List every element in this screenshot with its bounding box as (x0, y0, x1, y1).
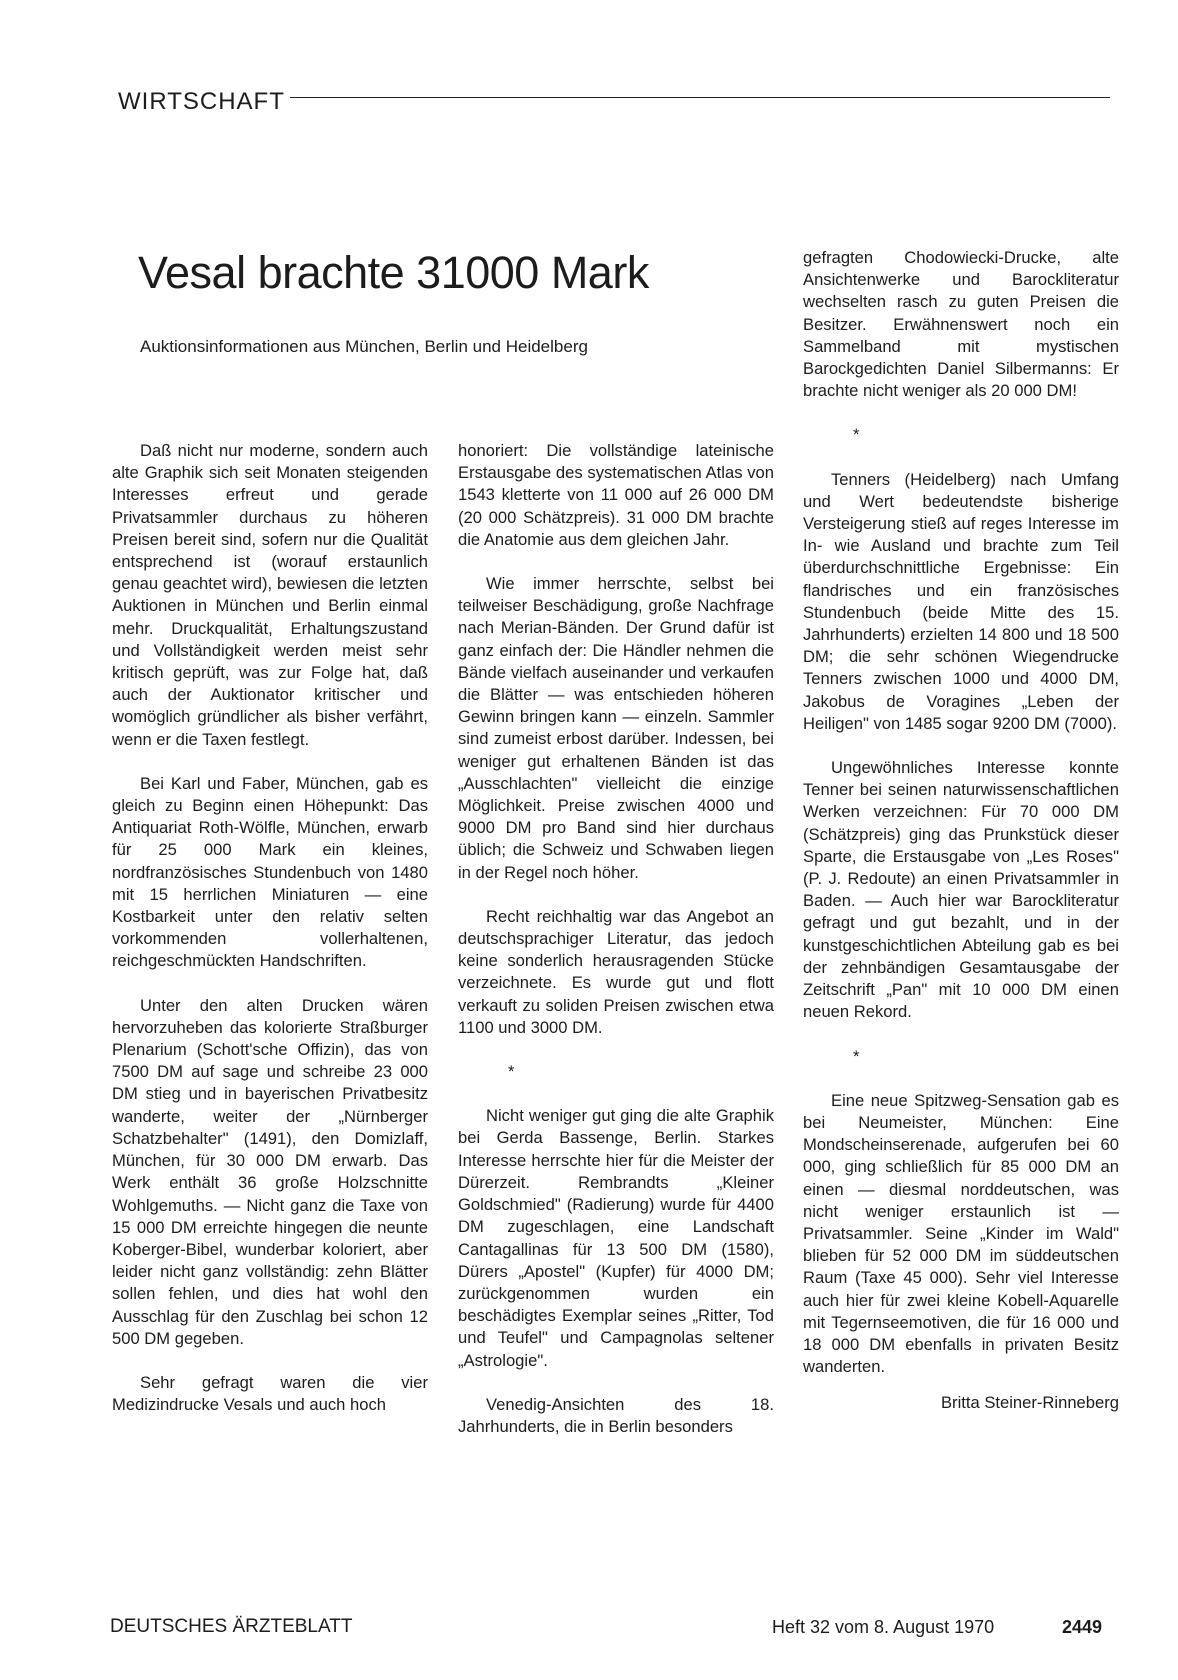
column-3 (803, 247, 1119, 1415)
column-2 (458, 440, 774, 1438)
paragraph: Bei Karl und Faber, München, gab es gleich zu Beginn einen Höhepunkt: Das Antiquariat Roth-Wölfle, München, erwarb für 25 000 Mark ein kleines, nordfranzösisches Stundenbuch von 1480 mit 15 herrlichen Miniaturen — eine Kostbarkeit unter den relativ selten vorkommenden vollerhaltenen, reichgeschmückten Handschriften. (112, 773, 428, 971)
paragraph: Wie immer herrschte, selbst bei teilweiser Beschädigung, große Nachfrage nach Merian-Bänden. Der Grund dafür ist ganz einfach der: Die Händler nehmen die Bände vielfach auseinander und verkaufen die Blätter — was entschieden höheren Gewinn bringen kann — einzeln. Sammler sind zumeist erbost darüber. Indessen, bei weniger gut erhaltenen Bänden ist das „Ausschlachten" vielleicht die einzige Möglichkeit. Preise zwischen 4000 und 9000 DM pro Band sind hier durchaus üblich; die Schweiz und Schwaben liegen in der Regel noch höher. (458, 574, 774, 882)
paragraph: Unter den alten Drucken wären hervorzuheben das kolorierte Straßburger Plenarium (Schott'sche Offizin), das von 7500 DM auf sage und schreibe 23 000 DM stieg und in bayerischen Privatbesitz wanderte, weiter der „Nürnberger Schatzbehalter" (1491), den Domizlaff, München, für 30 000 DM erwarb. Das Werk enthält 36 große Holzschnitte Wohlgemuths. — Nicht ganz die Taxe von 15 000 DM erreichte hingegen die neunte Koberger-Bibel, wunderbar koloriert, aber leider nicht ganz vollständig: zehn Blätter sollen fehlen, und dies hat wohl den Ausschlag für den Zuschlag bei schon 12 500 DM gegeben. (112, 995, 428, 1348)
section-separator: * (853, 425, 860, 445)
paragraph: Eine neue Spitzweg-Sensation gab es bei Neumeister, München: Eine Mondscheinserenade, aufgerufen bei 60 000, ging schließlich für 85 000 DM an einen — diesmal norddeutschen, was nicht weniger erstaunlich ist — Privatsammler. Seine „Kinder im Wald" blieben für 52 000 DM im süddeutschen Raum (Taxe 45 000). Sehr viel Interesse auch hier für zwei kleine Kobell-Aquarelle mit Tegernseemotiven, die für 16 000 und 18 000 DM ebenfalls in privaten Besitz wanderten. (803, 1090, 1119, 1377)
page-number: 2449 (1062, 1617, 1103, 1637)
paragraph: Daß nicht nur moderne, sondern auch alte Graphik sich seit Monaten steigenden Interesses erfreut und gerade Privatsammler durchaus zu höheren Preisen bereit sind, sofern nur die Qualität entsprechend ist (worauf erstaunlich genau geachtet wird), bewiesen die letzten Auktionen in München und Berlin einmal mehr. Druckqualität, Erhaltungszustand und Vollständigkeit werden meist sehr kritisch geprüft, was zur Folge hat, daß auch der Auktionator kritischer und womöglich gründlicher als bisher verfährt, wenn er die Taxen festlegt. (112, 441, 428, 749)
paragraph: Ungewöhnliches Interesse konnte Tenner bei seinen naturwissenschaftlichen Werken verzeichnen: Für 70 000 DM (Schätzpreis) ging das Prunkstück dieser Sparte, die Erstausgabe von „Les Roses" (P. J. Redoute) an einen Privatsammler in Baden. — Auch hier war Barockliteratur gefragt und gut bezahlt, und in der kunstgeschichtlichen Abteilung gab es bei der zehnbändigen Gesamtausgabe der Zeitschrift „Pan" mit 10 000 DM einen neuen Rekord. (803, 758, 1119, 1022)
paragraph: gefragten Chodowiecki-Drucke, alte Ansichtenwerke und Barockliteratur wechselten rasch zu guten Preisen die Besitzer. Erwähnenswert noch ein Sammelband mit mystischen Barockgedichten Daniel Silbermanns: Er brachte nicht weniger als 20 000 DM! (803, 248, 1119, 401)
section-separator: * (853, 1046, 860, 1066)
paragraph: honoriert: Die vollständige lateinische Erstausgabe des systematischen Atlas von 1543 kletterte von 11 000 auf 26 000 DM (20 000 Schätzpreis). 31 000 DM brachte die Anatomie aus dem gleichen Jahr. (458, 441, 774, 549)
paragraph: Recht reichhaltig war das Angebot an deutschsprachiger Literatur, das jedoch keine sonderlich herausragenden Stücke verzeichnete. Es wurde gut und flott verkauft zu soliden Preisen zwischen etwa 1100 und 3000 DM. (458, 906, 774, 1037)
paragraph: Sehr gefragt waren die vier Medizindrucke Vesals und auch hoch (112, 1372, 428, 1415)
article-title: Vesal brachte 31000 Mark (138, 247, 649, 298)
section-separator: * (508, 1062, 515, 1082)
paragraph: Tenners (Heidelberg) nach Umfang und Wert bedeutendste bisherige Versteigerung stieß auf reges Interesse im In- wie Ausland und brachte zum Teil überdurchschnittliche Ergebnisse: Ein flandrisches und ein französisches Stundenbuch (beide Mitte des 15. Jahrhunderts) erzielten 14 800 und 18 500 DM; die sehr schönen Wiegendrucke Tenners zwischen 1000 und 4000 DM, Jakobus de Voragines „Leben der Heiligen" von 1485 sogar 9200 DM (7000). (803, 469, 1119, 733)
article-subtitle: Auktionsinformationen aus München, Berlin und Heidelberg (140, 337, 588, 356)
section-rule (290, 97, 1110, 98)
column-1 (112, 440, 428, 1416)
author-byline: Britta Steiner-Rinneberg (940, 1393, 1119, 1413)
footer-issue: Heft 32 vom 8. August 1970 (772, 1617, 995, 1637)
paragraph: Nicht weniger gut ging die alte Graphik bei Gerda Bassenge, Berlin. Starkes Interesse herrschte hier für die Meister der Dürerzeit. Rembrandts „Kleiner Goldschmied" (Radierung) wurde für 4400 DM zugeschlagen, eine Landschaft Cantagallinas für 13 500 DM (1580), Dürers „Apostel" (Kupfer) für 4000 DM; zurückgenommen wurden ein beschädigtes Exemplar seines „Ritter, Tod und Teufel" und Campagnolas seltener „Astrologie". (458, 1106, 774, 1370)
footer-publication: DEUTSCHES ÄRZTEBLATT (110, 1616, 353, 1637)
section-label: WIRTSCHAFT (118, 88, 285, 115)
paragraph: Venedig-Ansichten des 18. Jahrhunderts, die in Berlin besonders (458, 1394, 774, 1436)
